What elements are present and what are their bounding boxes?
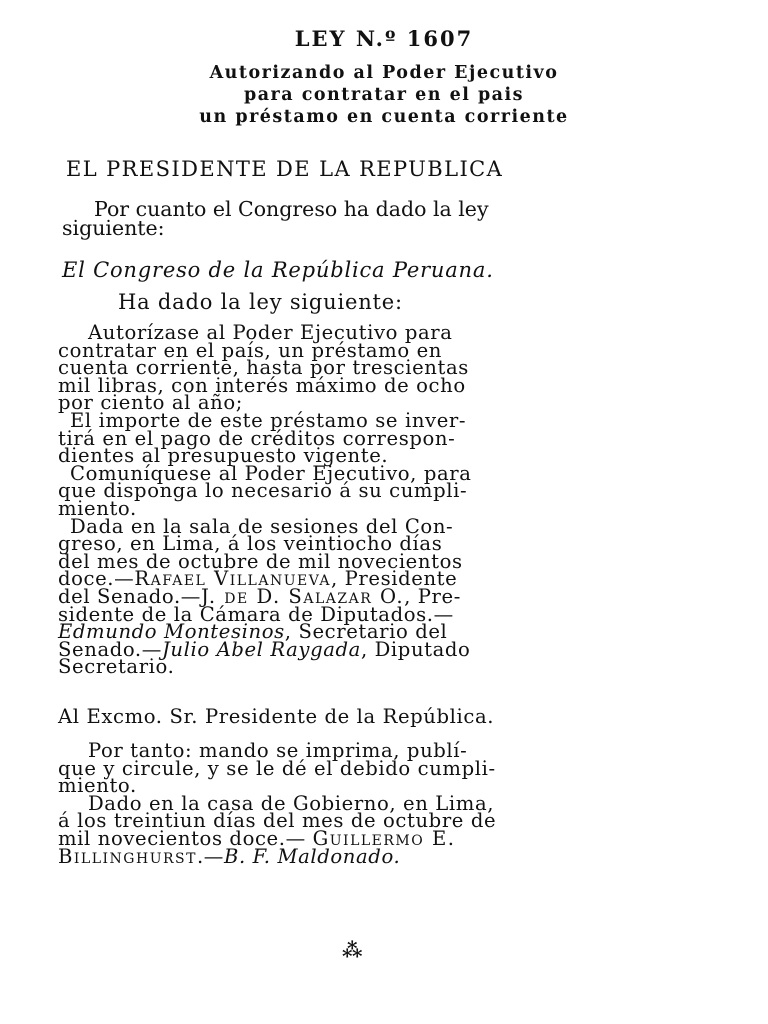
law-line: cuenta corriente, hasta por trescientas [58, 356, 469, 380]
law-line: que disponga lo necesario á su cumpli- [58, 479, 468, 503]
closing-line: Dado en la casa de Gobierno, en Lima, [88, 791, 495, 815]
closing-line: que y circule, y se le dé el debido cumpli- [58, 756, 496, 780]
subtitle-line-2: para contratar en el pais [243, 85, 525, 105]
closing-line: miento. [58, 774, 137, 798]
law-line: miento. [58, 496, 137, 520]
law-line: Comuníquese al Poder Ejecutivo, para [70, 461, 472, 485]
signer-name: Edmundo Montesinos [58, 620, 285, 644]
signer-name: Julio Abel Raygada [161, 637, 361, 661]
signature-line: Secretario. [58, 655, 175, 679]
section-heading: EL PRESIDENTE DE LA REPUBLICA [66, 157, 504, 181]
sig-text: Senado.— [58, 637, 162, 661]
closing-text: mil novecientos doce.— [58, 826, 313, 850]
closing-paragraph [58, 739, 654, 868]
law-line: del mes de octubre de mil novecientos [58, 549, 463, 573]
sig-text: , Secretario del [284, 620, 448, 644]
law-line: Autorízase al Poder Ejecutivo para [88, 321, 453, 344]
law-line: mil libras, con interés máximo de ocho [58, 373, 466, 397]
ha-dado-line: Ha dado la ley siguiente: [118, 290, 403, 314]
signer-name: Billinghurst [58, 844, 197, 868]
sig-text: del Senado.— [58, 584, 201, 608]
closing-line: Por tanto: mando se imprima, publí- [88, 739, 468, 762]
law-line: por ciento al año; [58, 391, 243, 415]
sig-text: , Pre- [404, 584, 461, 608]
subtitle-line-3: un préstamo en cuenta corriente [199, 107, 569, 127]
sig-text: , Diputado [360, 637, 471, 661]
signer-name: J. de D. Salazar O. [200, 584, 405, 608]
sig-text: , Presidente [330, 567, 458, 591]
subtitle-line-1: Autorizando al Poder Ejecutivo [209, 63, 559, 83]
intro-line-2: siguiente: [62, 216, 165, 240]
asterism-ornament: ⁂ [342, 938, 363, 962]
congress-line: El Congreso de la República Peruana. [62, 258, 494, 282]
law-line: tirá en el pago de créditos correspon- [58, 426, 456, 450]
signature-line: sidente de la Cámara de Diputados.— [58, 602, 454, 626]
law-line: Dada en la sala de sesiones del Con- [70, 514, 454, 538]
addressee: Al Excmo. Sr. Presidente de la República. [58, 705, 495, 728]
intro-paragraph [62, 197, 662, 240]
sig-text: doce.— [58, 567, 135, 591]
law-body [58, 321, 654, 679]
law-line: El importe de este préstamo se inver- [70, 408, 467, 432]
law-line: dientes al presupuesto vigente. [58, 444, 389, 468]
closing-line [58, 844, 654, 868]
signer-name: Guillermo E. [312, 826, 456, 850]
signer-name: Rafael Villanueva [134, 567, 331, 591]
intro-line-1: Por cuanto el Congreso ha dado la ley [94, 197, 489, 221]
law-title: LEY N.º 1607 [294, 26, 474, 51]
closing-text: .— [196, 844, 224, 868]
signer-name: B. F. Maldonado. [224, 844, 401, 868]
law-line: contratar en el país, un préstamo en [58, 338, 442, 362]
closing-line: á los treintiun días del mes de octubre de [58, 809, 497, 833]
law-line: greso, en Lima, á los veintiocho días [58, 532, 443, 556]
